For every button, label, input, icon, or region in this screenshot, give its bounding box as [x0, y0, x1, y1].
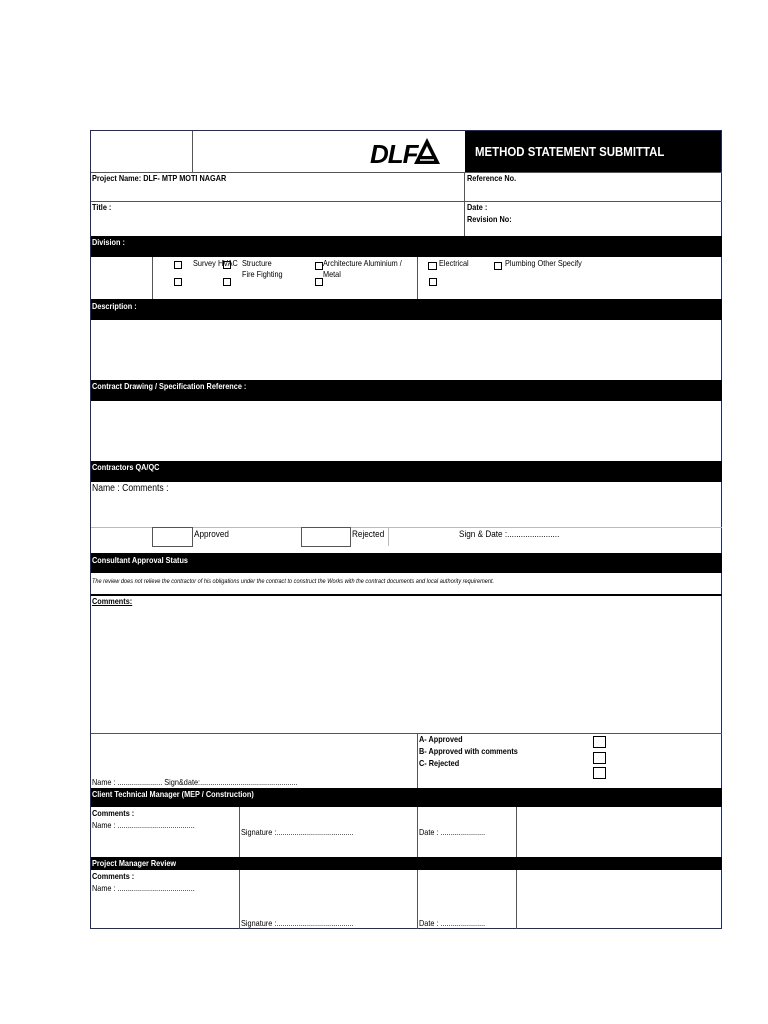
description-bar: [91, 299, 722, 320]
survey-checkbox[interactable]: [174, 261, 182, 269]
plumbing-label: Plumbing Other Specify: [505, 258, 582, 268]
client-col-3: [516, 807, 517, 857]
electrical-checkbox-2[interactable]: [429, 278, 437, 286]
status-approved-comments-checkbox[interactable]: [593, 752, 606, 764]
contractors-qaqc-bar: [91, 461, 722, 482]
contract-drawing-label: Contract Drawing / Specification Reference :: [92, 381, 247, 391]
project-divider: [464, 172, 465, 236]
client-manager-label: Client Technical Manager (MEP / Construction): [92, 789, 254, 799]
survey-label: Survey: [193, 258, 216, 268]
hvac-label: HVAC: [218, 258, 238, 268]
pm-signature: Signature :......................................: [241, 918, 354, 928]
structure-label: Structure: [242, 258, 272, 268]
title-banner: [465, 131, 721, 173]
division-bar: [91, 236, 722, 257]
contractors-qaqc-label: Contractors QA/QC: [92, 462, 160, 472]
pm-col-2: [417, 870, 418, 929]
date-label: Date :: [467, 202, 488, 212]
architecture-checkbox[interactable]: [315, 262, 323, 270]
approved-box[interactable]: [152, 527, 193, 547]
status-divider: [417, 733, 418, 788]
pm-col-3: [516, 870, 517, 929]
client-col-1: [239, 807, 240, 857]
electrical-label: Electrical: [439, 258, 469, 268]
form-title: METHOD STATEMENT SUBMITTAL: [475, 144, 665, 159]
contractor-sign-date: Sign & Date :.......................: [459, 529, 560, 540]
electrical-checkbox[interactable]: [428, 262, 437, 270]
survey-checkbox-2[interactable]: [174, 278, 182, 286]
division-label: Division :: [92, 237, 125, 247]
description-label: Description :: [92, 301, 137, 311]
division-col-1: [152, 257, 153, 299]
review-note: The review does not relieve the contractor of his obligations under the contract to construct the Works with the contract documents and local authority requirement.: [92, 578, 495, 585]
client-name: Name : ......................................: [92, 820, 195, 830]
plumbing-checkbox[interactable]: [494, 262, 502, 270]
consultant-approval-bar: [91, 553, 722, 573]
status-approved-checkbox[interactable]: [593, 736, 606, 748]
consultant-comments-label: Comments:: [92, 596, 133, 606]
revision-label: Revision No:: [467, 214, 512, 224]
rejected-label: Rejected: [352, 529, 385, 540]
line-below-note: [91, 594, 722, 596]
client-col-2: [417, 807, 418, 857]
project-manager-label: Project Manager Review: [92, 858, 177, 868]
logo-triangle-icon: [412, 136, 442, 166]
consultant-name-sign: Name : ...................... Sign&date:................................................: [92, 777, 298, 787]
line-below-project: [91, 201, 722, 202]
contract-drawing-bar: [91, 380, 722, 401]
status-rejected: C- Rejected: [419, 758, 460, 768]
pm-name: Name : ......................................: [92, 883, 195, 893]
approved-label: Approved: [194, 529, 229, 540]
reference-label: Reference No.: [467, 173, 517, 183]
title-label: Title :: [92, 202, 112, 212]
rejected-box[interactable]: [301, 527, 351, 547]
project-name-label: Project Name: DLF- MTP MOTI NAGAR: [92, 173, 227, 183]
pm-comments-label: Comments :: [92, 871, 135, 881]
logo-text: DLF: [370, 139, 418, 169]
status-approved: A- Approved: [419, 734, 463, 744]
architecture-label: Architecture Aluminium /: [323, 258, 402, 268]
status-approved-comments: B- Approved with comments: [419, 746, 518, 756]
consultant-approval-label: Consultant Approval Status: [92, 555, 188, 565]
pm-col-1: [239, 870, 240, 929]
project-manager-bar: [91, 857, 722, 870]
name-comments-label: Name : Comments :: [92, 483, 169, 494]
client-manager-bar: [91, 788, 722, 807]
metal-label: Metal: [323, 269, 341, 279]
division-col-2: [417, 257, 418, 299]
line-above-status: [91, 733, 722, 734]
client-comments-label: Comments :: [92, 808, 135, 818]
logo: [370, 133, 442, 169]
client-date: Date : ......................: [419, 827, 486, 837]
client-signature: Signature :......................................: [241, 827, 354, 837]
rejected-divider: [388, 527, 389, 546]
fire-fighting-checkbox[interactable]: [315, 278, 323, 286]
status-rejected-checkbox[interactable]: [593, 767, 606, 779]
fire-fighting-label: Fire Fighting: [242, 269, 283, 279]
pm-date: Date : ......................: [419, 918, 486, 928]
structure-checkbox[interactable]: [223, 278, 231, 286]
header-divider-1: [192, 131, 193, 173]
